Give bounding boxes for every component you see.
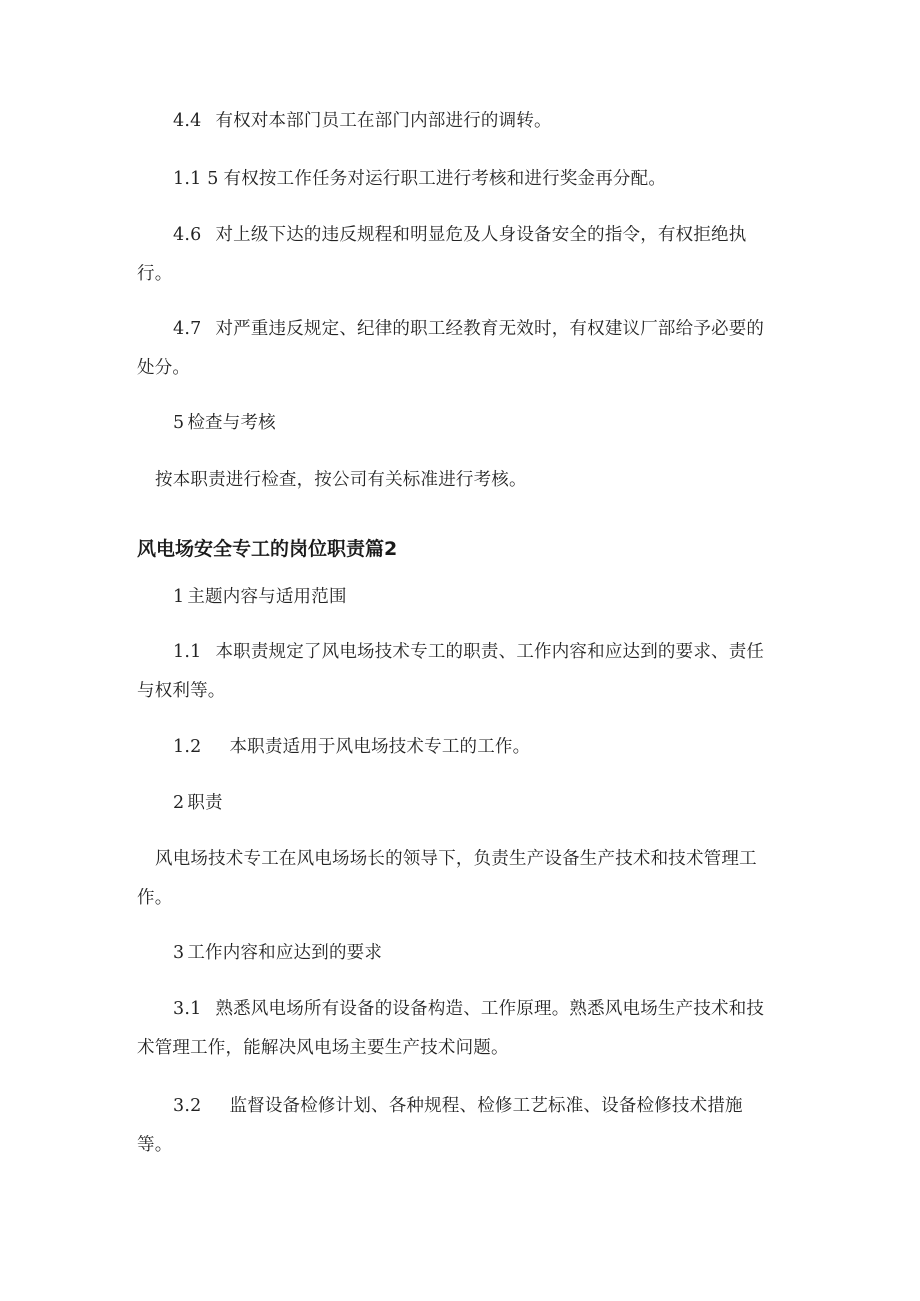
clause-number: 1.1 5 xyxy=(173,169,219,189)
section-text: 职责 xyxy=(187,793,223,813)
clause-text: 对上级下达的违反规程和明显危及人身设备安全的指令，有权拒绝执行。 xyxy=(137,225,747,284)
paragraph-3-1 xyxy=(137,990,777,1068)
section-number: 5 xyxy=(173,413,185,433)
section-text: 主题内容与适用范围 xyxy=(187,587,347,607)
clause-number: 3.2 xyxy=(173,1096,202,1116)
section-number: 1 xyxy=(173,587,185,607)
clause-number: 1.1 xyxy=(173,642,202,662)
paragraph-1-2 xyxy=(137,728,777,767)
clause-number: 4.7 xyxy=(173,319,202,339)
section-title: 风电场安全专工的岗位职责篇2 xyxy=(137,538,398,560)
clause-text: 监督设备检修计划、各种规程、检修工艺标准、设备检修技术措施等。 xyxy=(137,1096,743,1155)
section-text: 检查与考核 xyxy=(187,413,276,433)
clause-number: 4.4 xyxy=(173,111,202,131)
clause-number: 3.1 xyxy=(173,999,202,1019)
section-1-heading xyxy=(137,578,777,617)
section-5-heading xyxy=(137,404,777,443)
clause-text: 对严重违反规定、纪律的职工经教育无效时，有权建议厂部给予必要的处分。 xyxy=(137,319,765,378)
paragraph-duties xyxy=(137,840,777,918)
section-number: 3 xyxy=(173,943,185,963)
section-3-heading xyxy=(137,934,777,973)
paragraph-4-6 xyxy=(137,216,777,294)
clause-number: 4.6 xyxy=(173,225,202,245)
paragraph-check-assessment xyxy=(137,461,777,500)
section-text: 工作内容和应达到的要求 xyxy=(187,943,383,963)
paragraph-1-1-5 xyxy=(137,160,777,199)
paragraph-4-7 xyxy=(137,310,777,388)
section-2-heading xyxy=(137,784,777,823)
section-number: 2 xyxy=(173,793,185,813)
clause-text: 有权对本部门员工在部门内部进行的调转。 xyxy=(215,111,552,131)
paragraph-3-2 xyxy=(137,1087,777,1165)
clause-number: 1.2 xyxy=(173,737,202,757)
paragraph-4-4 xyxy=(137,102,777,141)
clause-text: 熟悉风电场所有设备的设备构造、工作原理。熟悉风电场生产技术和技术管理工作，能解决风电场主要生产技术问题。 xyxy=(137,999,765,1058)
paragraph-1-1 xyxy=(137,633,777,711)
clause-text: 本职责规定了风电场技术专工的职责、工作内容和应达到的要求、责任与权利等。 xyxy=(137,642,765,701)
paragraph-text: 按本职责进行检查，按公司有关标准进行考核。 xyxy=(155,470,527,490)
clause-text: 有权按工作任务对运行职工进行考核和进行奖金再分配。 xyxy=(223,169,667,189)
paragraph-text: 风电场技术专工在风电场场长的领导下，负责生产设备生产技术和技术管理工作。 xyxy=(137,849,757,908)
clause-text: 本职责适用于风电场技术专工的工作。 xyxy=(229,737,531,757)
